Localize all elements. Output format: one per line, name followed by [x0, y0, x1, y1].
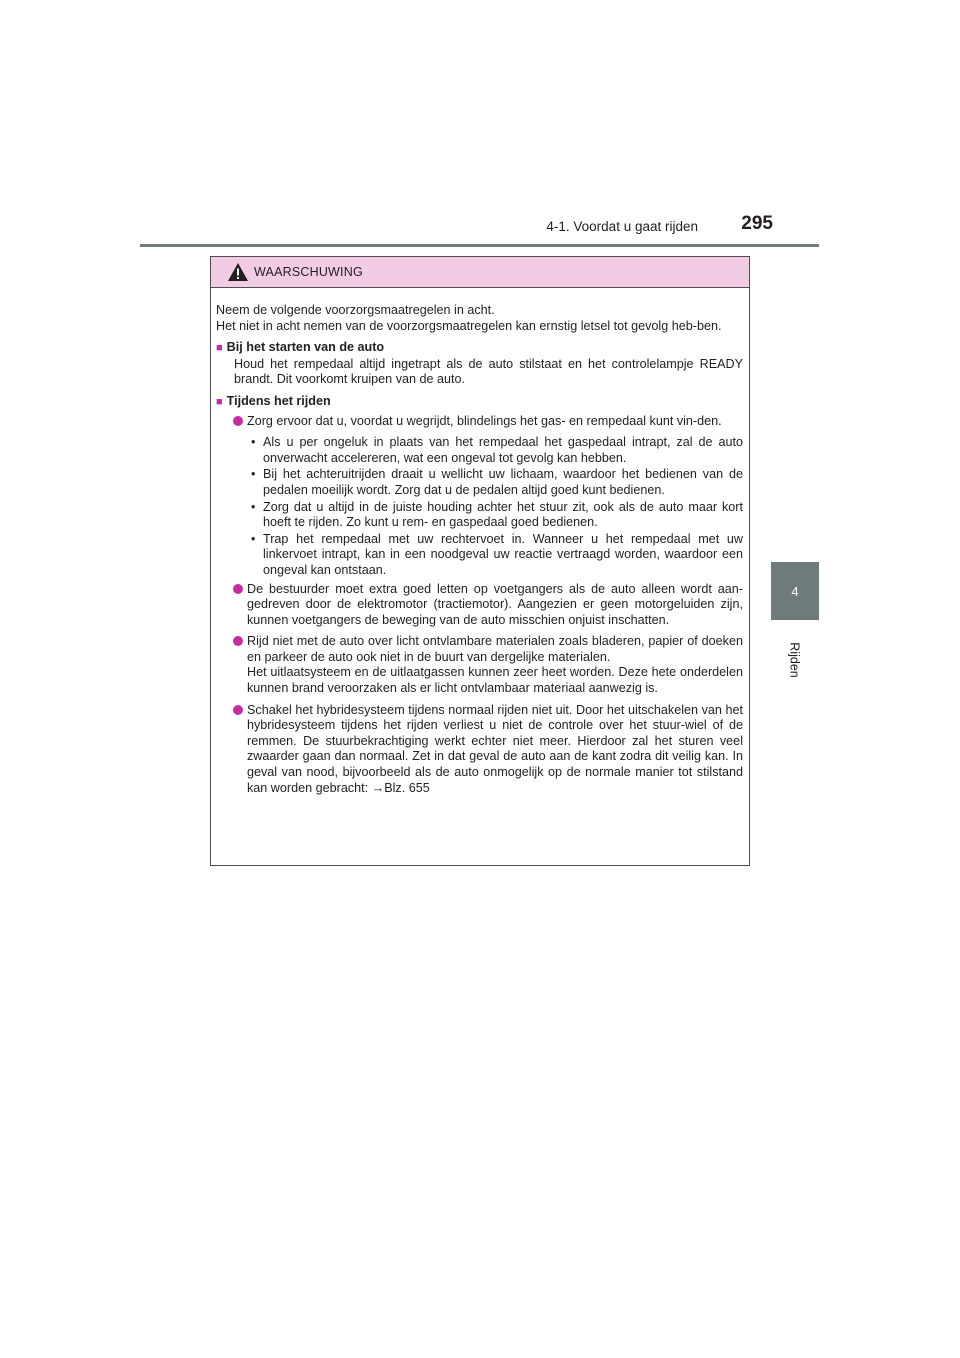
bullet-icon: •: [251, 531, 256, 546]
square-bullet-icon: ■: [216, 342, 223, 355]
section-heading-driving: [216, 394, 743, 411]
sub-list-item: [234, 500, 743, 531]
list-item: [216, 634, 743, 696]
sub-list-item-text: Trap het rempedaal met uw rechtervoet in. Wanneer u het rempedaal met uw linkervoet intrapt, kan in een noodgeval uw reactie vertraagd worden, waardoor een ongeval kan ontstaan.: [263, 531, 743, 577]
round-bullet-icon: [233, 584, 243, 594]
warning-triangle-icon: [227, 262, 249, 282]
sub-list-item: [234, 532, 743, 579]
header-rule: [140, 244, 819, 247]
warning-title: WAARSCHUWING: [254, 265, 363, 279]
warning-body: [211, 288, 749, 796]
warning-header: [211, 257, 749, 288]
chapter-tab-number: 4: [771, 562, 819, 620]
sub-list-item-text: Bij het achteruitrijden draait u wellicht uw lichaam, waardoor het bedienen van de pedalen moeilijk wordt. Zorg dat u de pedalen altijd goed kunt bedienen.: [263, 467, 743, 497]
page-number: 295: [741, 213, 773, 234]
list-item: [216, 582, 743, 629]
bullet-icon: •: [251, 435, 256, 450]
list-item-text: Schakel het hybridesysteem tijdens normaal rijden niet uit. Door het uitschakelen van het hybridesysteem tijdens het rijden verliest u niet de controle over het stuur-wiel of de remmen. De stuurbekrachtiging werkt echter niet meer. Hierdoor zal het sturen veel zwaarder gaan dan normaal. Zet in dat geval de auto aan de kant zodra dit veilig kan. In geval van nood, bijvoorbeeld als de auto onmogelijk op de normale manier tot stilstand kan worden gebracht: →Blz. 655: [247, 702, 743, 795]
round-bullet-icon: [233, 416, 243, 426]
list-item-text: Rijd niet met de auto over licht ontvlambare materialen zoals bladeren, papier of doeken en parkeer de auto ook niet in de buurt van dergelijke materialen.: [247, 634, 743, 664]
round-bullet-icon: [233, 705, 243, 715]
list-item: [216, 703, 743, 797]
bullet-icon: •: [251, 467, 256, 482]
sub-list-item: [234, 467, 743, 498]
section-title: 4-1. Voordat u gaat rijden: [546, 219, 698, 234]
chapter-tab-label: [771, 630, 819, 690]
bullet-icon: •: [251, 499, 256, 514]
square-bullet-icon: ■: [216, 395, 223, 408]
list-item-text-2: Het uitlaatsysteem en de uitlaatgassen kunnen zeer heet worden. Deze hete onderdelen kunnen brand veroorzaken als er licht ontvlambaar materiaal aanwezig is.: [247, 665, 743, 696]
warning-intro-2: Het niet in acht nemen van de voorzorgsmaatregelen kan ernstig letsel tot gevolg heb-ben.: [216, 318, 722, 333]
warning-intro: Neem de volgende voorzorgsmaatregelen in acht.: [216, 303, 495, 317]
section-heading-text: Bij het starten van de auto: [226, 340, 385, 355]
list-item-text: De bestuurder moet extra goed letten op voetgangers als de auto alleen wordt aan-gedreven door de elektromotor (tractiemotor). Aangezien er geen motorgeluiden zijn, kunnen voetgangers de beweging van de auto misschien onjuist inschatten.: [247, 581, 743, 627]
sub-list-item-text: Zorg dat u altijd in de juiste houding achter het stuur zit, ook als de auto maar kort hoeft te rijden. Zo kunt u rem- en gaspedaal goed bedienen.: [263, 499, 743, 530]
section-heading-starting: [216, 340, 743, 357]
warning-box: [210, 256, 750, 866]
section-text-starting: Houd het rempedaal altijd ingetrapt als de auto stilstaat en het controlelampje READY brandt. Dit voorkomt kruipen van de auto.: [234, 356, 743, 387]
sub-list-item: [234, 435, 743, 466]
round-bullet-icon: [233, 636, 243, 646]
sub-list-item-text: Als u per ongeluk in plaats van het rempedaal het gaspedaal intrapt, zal de auto onverwacht accelereren, wat een ongeval tot gevolg kan hebben.: [263, 435, 743, 465]
list-item-text: Zorg ervoor dat u, voordat u wegrijdt, blindelings het gas- en rempedaal kunt vin-den.: [247, 413, 722, 428]
list-item: [216, 414, 743, 430]
sub-list: [216, 435, 743, 578]
chapter-label-text: Rijden: [788, 642, 802, 678]
section-heading-text: Tijdens het rijden: [226, 393, 331, 408]
